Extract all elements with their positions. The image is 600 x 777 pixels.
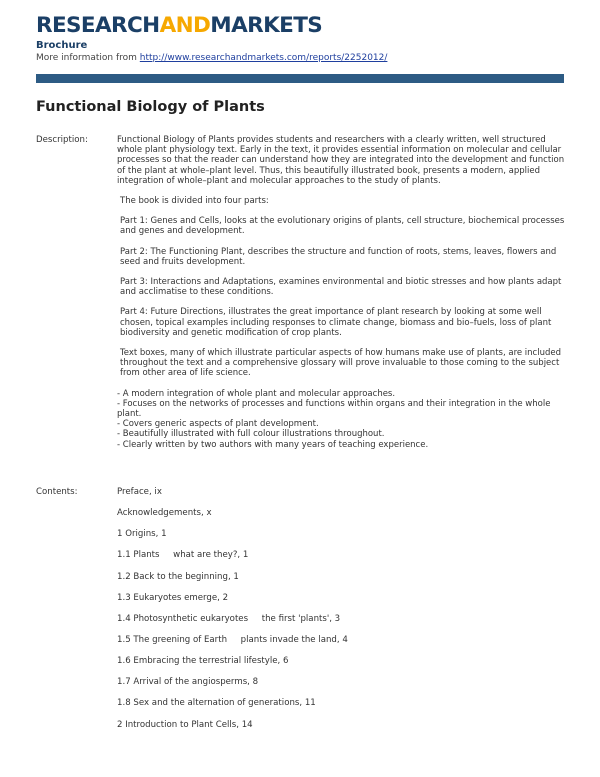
description-body — [117, 135, 565, 450]
toc-item: 1.5 The greening of Earth plants invade the land, 4 — [117, 634, 348, 645]
more-info-line — [36, 53, 387, 63]
more-info-prefix: More information from — [36, 53, 137, 63]
logo-markets: MARKETS — [210, 13, 323, 38]
feature-item: - Beautifully illustrated with full colour illustrations throughout. — [117, 429, 385, 440]
feature-list — [117, 389, 565, 450]
description-paragraph: Part 4: Future Directions, illustrates the great importance of plant research by looking at some well chosen, topical examples including responses to climate change, biomass and bio–fuels, loss of plant biodiversity and genetic modification of crop plants. — [120, 307, 552, 338]
toc-item: Acknowledgements, x — [117, 508, 212, 519]
toc-item: 1.6 Embracing the terrestrial lifestyle, 6 — [117, 656, 289, 667]
description-label: Description: — [36, 135, 88, 145]
feature-item: - Covers generic aspects of plant development. — [117, 419, 319, 430]
description-paragraph: Part 2: The Functioning Plant, describes the structure and function of roots, stems, leaves, flowers and seed and fruits development. — [120, 246, 557, 267]
brochure-label: Brochure — [36, 40, 88, 51]
contents-label: Contents: — [36, 487, 78, 497]
description-paragraph: Functional Biology of Plants provides students and researchers with a clearly written, well structured whole plant physiology text. Early in the text, it provides essential information on molecular and cellular processes so that the reader can understand how they are integrated into the development and function of the plant at whole–plant level. Thus, this beautifully illustrated book, presents a modern, applied integration of whole–plant and molecular approaches to the study of plants. — [117, 135, 565, 186]
description-paragraph: The book is divided into four parts: — [120, 196, 269, 207]
toc-item: Preface, ix — [117, 487, 162, 497]
page-title: Functional Biology of Plants — [36, 99, 265, 115]
logo-and: AND — [159, 13, 211, 38]
description-paragraph: Text boxes, many of which illustrate particular aspects of how humans make use of plants, are included throughout the text and a comprehensive glossary will prove invaluable to those coming to the subject from other area of life science. — [120, 348, 561, 379]
logo-research: RESEARCH — [36, 13, 160, 38]
toc-item: 1.3 Eukaryotes emerge, 2 — [117, 592, 229, 603]
feature-item: - A modern integration of whole plant and molecular approaches. — [117, 388, 396, 399]
toc-item: 1.4 Photosynthetic eukaryotes the first 'plants', 3 — [117, 613, 341, 624]
description-paragraph: Part 1: Genes and Cells, looks at the evolutionary origins of plants, cell structure, biochemical processes and genes and development. — [120, 216, 565, 237]
feature-item: - Focuses on the networks of processes and functions within organs and their integration in the whole plant. — [117, 398, 551, 420]
report-url-link[interactable]: http://www.researchandmarkets.com/reports/2252012/ — [139, 53, 388, 63]
toc-item: 1.2 Back to the beginning, 1 — [117, 571, 239, 582]
feature-item: - Clearly written by two authors with many years of teaching experience. — [117, 439, 429, 450]
toc-item: 1.1 Plants what are they?, 1 — [117, 550, 249, 561]
toc-item: 1.8 Sex and the alternation of generations, 11 — [117, 698, 316, 709]
toc-item: 1.7 Arrival of the angiosperms, 8 — [117, 677, 259, 688]
toc-item: 1 Origins, 1 — [117, 529, 167, 540]
header-divider-band — [36, 74, 564, 83]
toc-item: 2 Introduction to Plant Cells, 14 — [117, 719, 253, 730]
table-of-contents — [117, 487, 565, 741]
description-paragraph: Part 3: Interactions and Adaptations, examines environmental and biotic stresses and how plants adapt and acclimatise to these conditions. — [120, 277, 562, 298]
research-and-markets-logo — [36, 15, 322, 37]
